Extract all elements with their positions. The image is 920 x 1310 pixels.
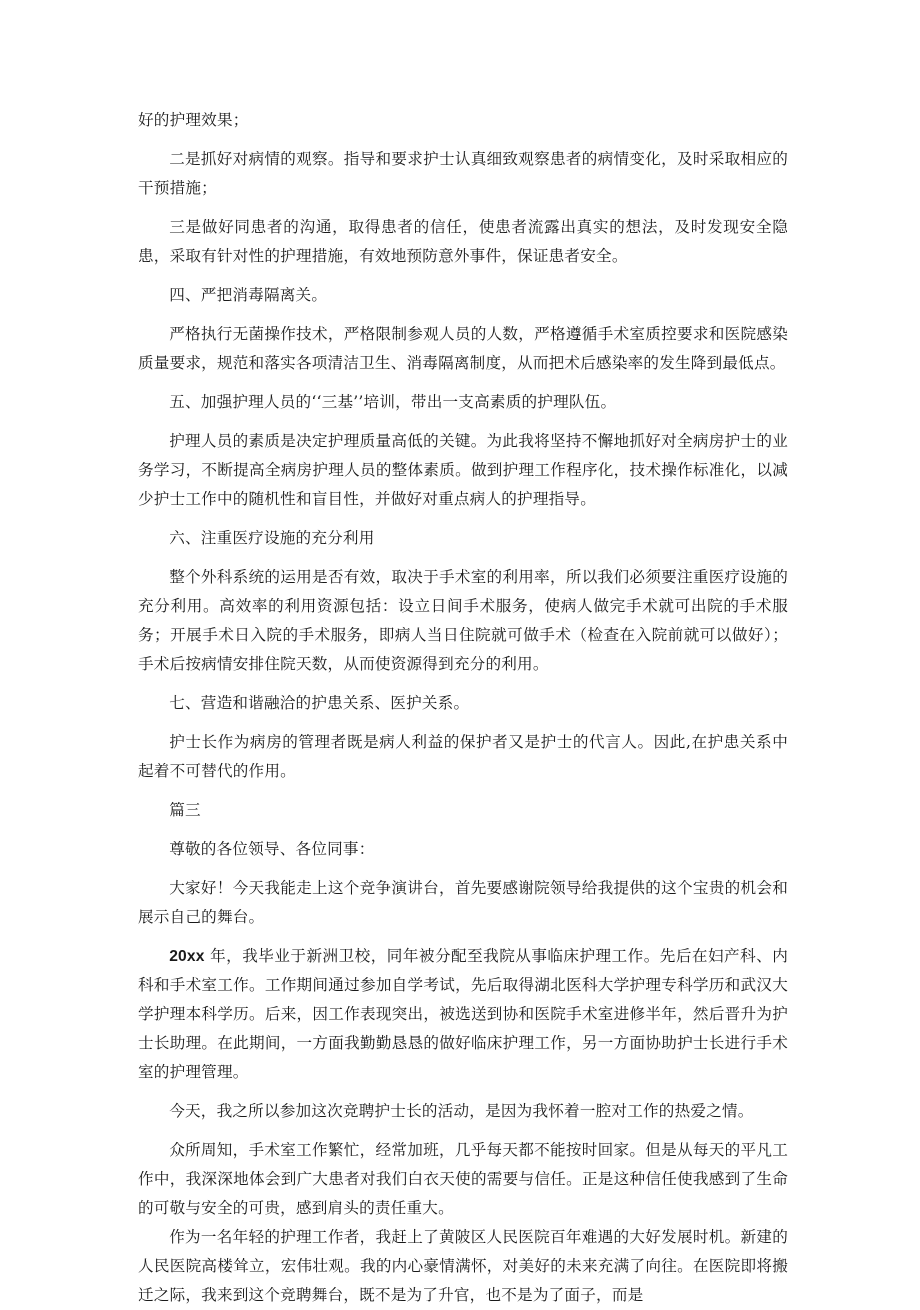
section-heading-5: 五、加强护理人员的‘‘三基’’培训，带出一支高素质的护理队伍。 xyxy=(169,393,617,411)
paragraph-17: 众所周知，手术室工作繁忙，经常加班，几乎每天都不能按时回家。但是从每天的平凡工作中，我深深地体会到广大患者对我们白衣天使的需要与信任。正是这种信任使我感到了生命的可敬与安全的可贵，感到肩头的责任重大。 xyxy=(138,1141,788,1217)
document-page xyxy=(138,106,788,1310)
paragraph-9: 整个外科系统的运用是否有效，取决于手术室的利用率，所以我们必须要注重医疗设施的充分利用。高效率的利用资源包括：设立日间手术服务，使病人做完手术就可出院的手术服务；开展手术日入院的手术服务，即病人当日住院就可做手术（检查在入院前就可以做好）；手术后按病情安排住院天数，从而使资源得到充分的利用。 xyxy=(138,568,788,673)
salutation: 尊敬的各位领导、各位同事： xyxy=(169,840,375,858)
section-heading-7: 七、营造和谐融洽的护患关系、医护关系。 xyxy=(169,694,470,712)
paragraph-11: 护士长作为病房的管理者既是病人利益的保护者又是护士的代言人。因此,在护患关系中起着不可替代的作用。 xyxy=(138,733,788,780)
part-heading: 篇三 xyxy=(169,801,201,819)
paragraph-5: 严格执行无菌操作技术，严格限制参观人员的人数，严格遵循手术室质控要求和医院感染质量要求，规范和落实各项清洁卫生、消毒隔离制度，从而把术后感染率的发生降到最低点。 xyxy=(138,325,788,372)
paragraph-18: 作为一名年轻的护理工作者，我赶上了黄陂区人民医院百年难遇的大好发展时机。新建的人民医院高楼耸立，宏伟壮观。我的内心豪情满怀，对美好的未来充满了向往。在医院即将搬迁之际，我来到这个竞聘舞台，既不是为了升官，也不是为了面子，而是 xyxy=(138,1228,788,1304)
paragraph-7: 护理人员的素质是决定护理质量高低的关键。为此我将坚持不懈地抓好对全病房护士的业务学习，不断提高全病房护理人员的整体素质。做到护理工作程序化，技术操作标准化，以减少护士工作中的随机性和盲目性，并做好对重点病人的护理指导。 xyxy=(138,432,788,508)
paragraph-15-text: 年，我毕业于新洲卫校，同年被分配至我院从事临床护理工作。先后在妇产科、内科和手术室工作。工作期间通过参加自学考试，先后取得湖北医科大学护理专科学历和武汉大学护理本科学历。后来，因工作表现突出，被选送到协和医院手术室进修半年，然后晋升为护士长助理。在此期间，一方面我勤勤恳恳的做好临床护理工作，另一方面协助护士长进行手术室的护理管理。 xyxy=(138,947,788,1081)
paragraph-3: 三是做好同患者的沟通，取得患者的信任，使患者流露出真实的想法，及时发现安全隐患，采取有针对性的护理措施，有效地预防意外事件，保证患者安全。 xyxy=(138,218,788,265)
paragraph-2: 二是抓好对病情的观察。指导和要求护士认真细致观察患者的病情变化，及时采取相应的干预措施； xyxy=(138,150,788,197)
section-heading-6: 六、注重医疗设施的充分利用 xyxy=(169,529,375,547)
paragraph-15 xyxy=(138,942,788,1087)
year-text: 20xx xyxy=(169,948,205,965)
paragraph-1: 好的护理效果； xyxy=(138,111,249,129)
section-heading-4: 四、严把消毒隔离关。 xyxy=(169,286,328,304)
paragraph-16: 今天，我之所以参加这次竞聘护士长的活动，是因为我怀着一腔对工作的热爱之情。 xyxy=(169,1102,754,1120)
paragraph-14: 大家好！今天我能走上这个竞争演讲台，首先要感谢院领导给我提供的这个宝贵的机会和展示自己的舞台。 xyxy=(138,879,788,926)
